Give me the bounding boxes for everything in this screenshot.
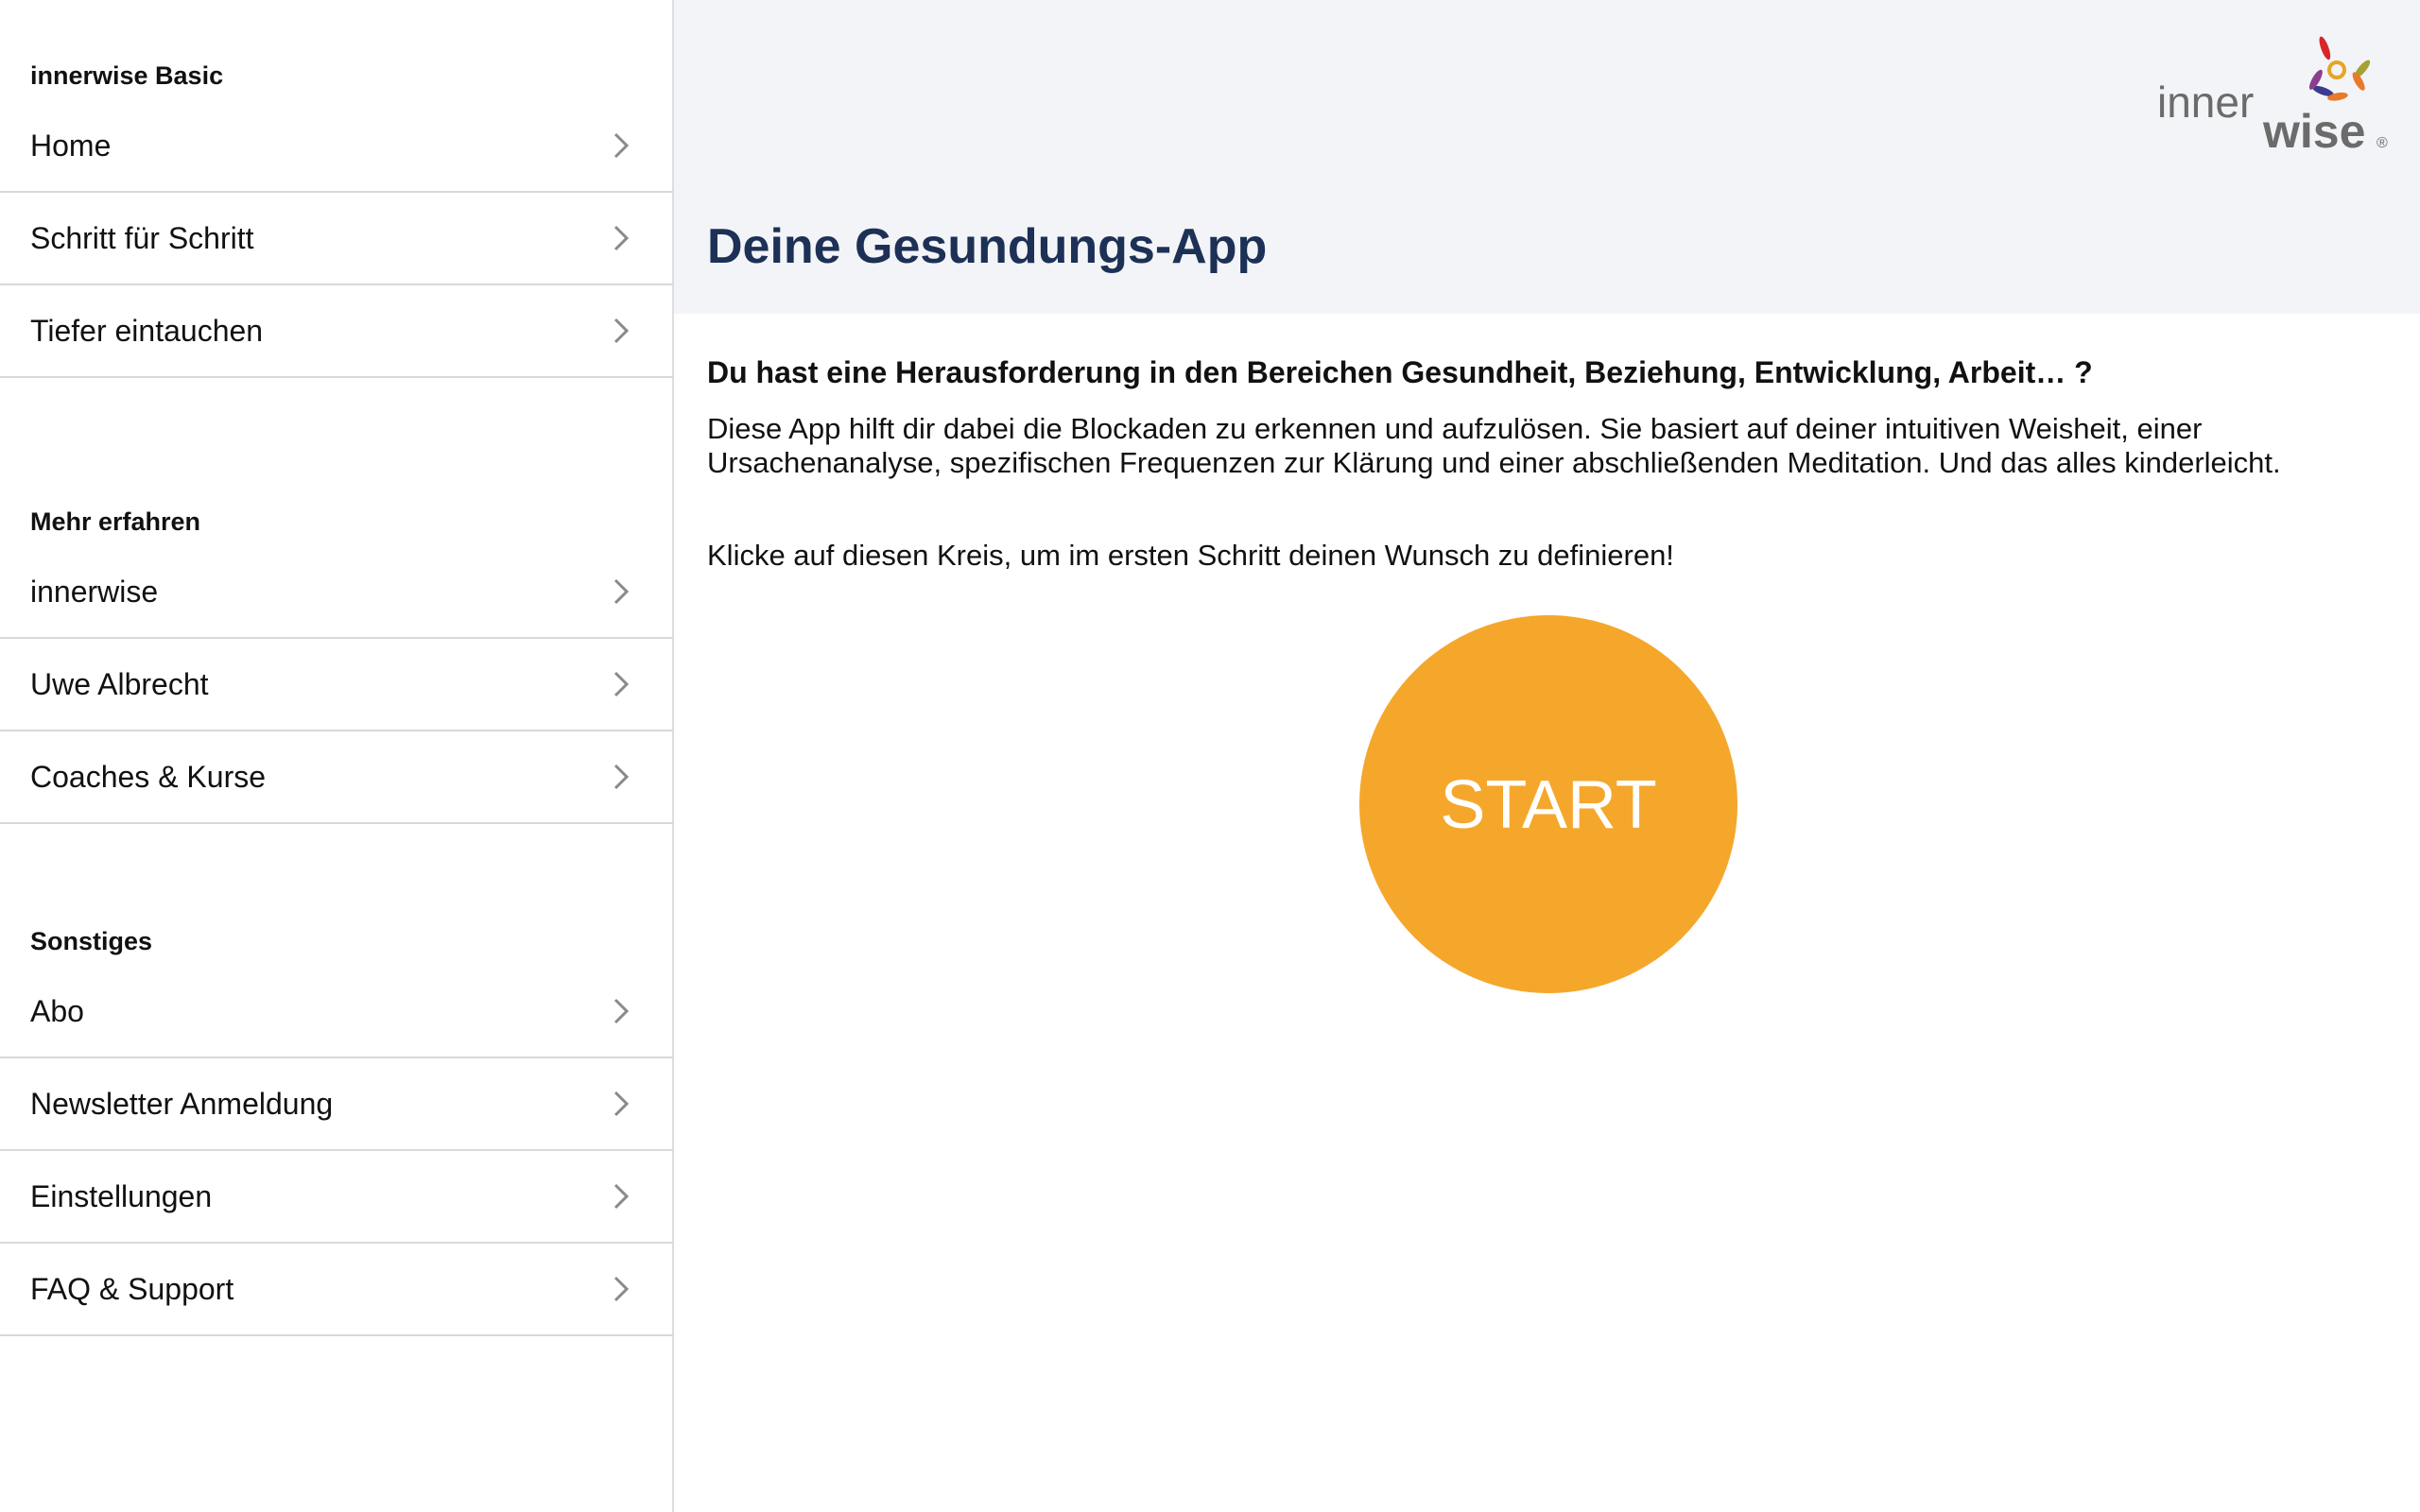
logo-registered: ® <box>2377 135 2388 151</box>
sidebar-item-label: FAQ & Support <box>30 1272 234 1306</box>
logo-text-inner: inner <box>2157 77 2255 127</box>
sidebar-item-innerwise[interactable] <box>0 546 674 639</box>
lead-question: Du hast eine Herausforderung in den Bereichen Gesundheit, Beziehung, Entwicklung, Arbeit… ? <box>707 355 2093 389</box>
sidebar-item-label: Coaches & Kurse <box>30 760 267 794</box>
chevron-right-icon <box>604 1179 638 1213</box>
chevron-right-icon <box>604 994 638 1028</box>
sidebar-item-faq-support[interactable] <box>0 1244 674 1336</box>
logo-text-wise: wise <box>2263 105 2366 157</box>
section-heading: innerwise Basic <box>30 61 224 90</box>
sidebar-item-coaches-kurse[interactable] <box>0 731 674 824</box>
sidebar-section-mehr-erfahren <box>0 420 674 824</box>
sidebar-item-schritt-fuer-schritt[interactable] <box>0 193 674 285</box>
sidebar-item-label: Uwe Albrecht <box>30 667 209 701</box>
intro-section <box>707 352 2390 575</box>
sidebar-item-tiefer-eintauchen[interactable] <box>0 285 674 378</box>
sidebar-item-label: Newsletter Anmeldung <box>30 1087 334 1121</box>
sidebar-item-label: innerwise <box>30 575 159 609</box>
chevron-right-icon <box>604 129 638 163</box>
chevron-right-icon <box>604 667 638 701</box>
section-heading: Mehr erfahren <box>30 507 201 536</box>
chevron-right-icon <box>604 221 638 255</box>
chevron-right-icon <box>604 1272 638 1306</box>
main-content <box>674 0 2420 1512</box>
chevron-right-icon <box>604 1087 638 1121</box>
sidebar-item-newsletter[interactable] <box>0 1058 674 1151</box>
sidebar-item-abo[interactable] <box>0 966 674 1058</box>
sidebar-item-label: Schritt für Schritt <box>30 221 254 255</box>
sidebar <box>0 0 674 1512</box>
section-heading: Sonstiges <box>30 927 153 955</box>
sidebar-item-label: Tiefer eintauchen <box>30 314 264 348</box>
chevron-right-icon <box>604 760 638 794</box>
sidebar-item-label: Home <box>30 129 112 163</box>
sidebar-section-basic <box>0 0 674 378</box>
start-button[interactable]: START <box>1359 615 1737 993</box>
sidebar-item-home[interactable] <box>0 100 674 193</box>
sidebar-item-label: Einstellungen <box>30 1179 213 1213</box>
page-title: Deine Gesundungs-App <box>707 219 1268 274</box>
sidebar-section-sonstiges <box>0 839 674 1336</box>
page-header <box>674 0 2420 314</box>
chevron-right-icon <box>604 314 638 348</box>
sidebar-item-label: Abo <box>30 994 84 1028</box>
sidebar-item-einstellungen[interactable] <box>0 1151 674 1244</box>
cta-instruction: Klicke auf diesen Kreis, um im ersten Schritt deinen Wunsch zu definieren! <box>707 539 1674 572</box>
innerwise-logo <box>2157 25 2394 157</box>
sidebar-item-uwe-albrecht[interactable] <box>0 639 674 731</box>
chevron-right-icon <box>604 575 638 609</box>
description-text: Diese App hilft dir dabei die Blockaden zu erkennen und aufzulösen. Sie basiert auf deiner intuitiven Weisheit, einer Ursachenanalyse, spezifischen Frequenzen zur Klärung und einer abschließenden Meditation. Und das alles kinderleicht. <box>707 412 2281 479</box>
